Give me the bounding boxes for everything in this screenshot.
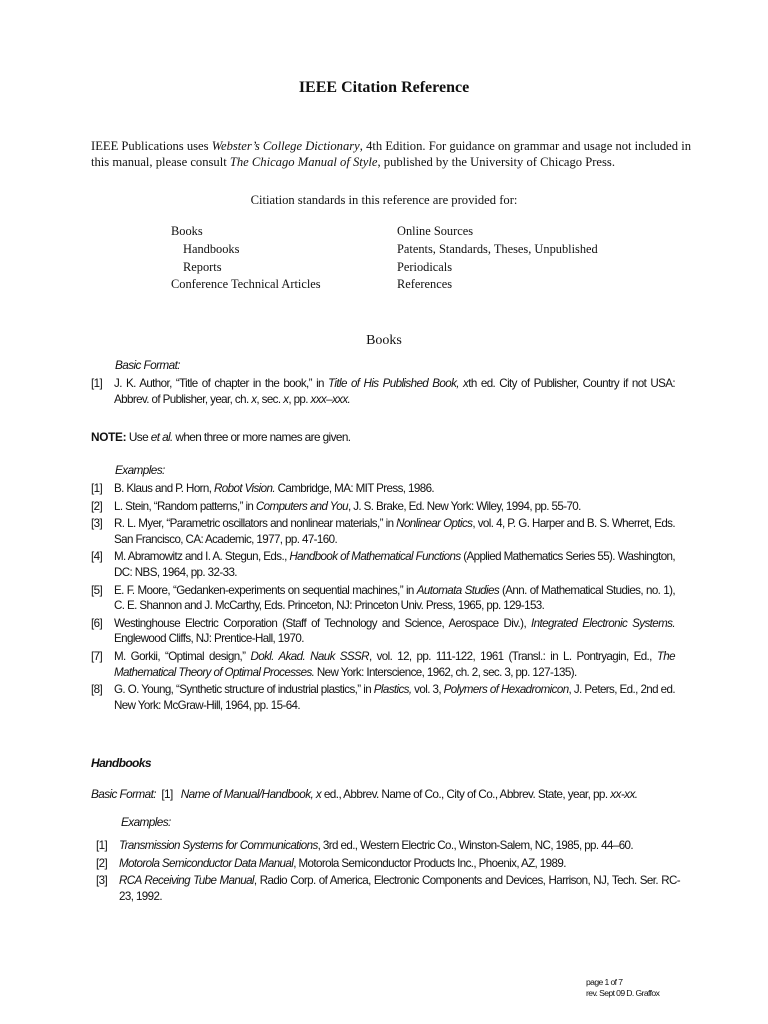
ref-italic: x <box>283 392 289 406</box>
ref-text: vol. 3, <box>411 683 444 697</box>
ref-text: , pp. <box>288 392 311 406</box>
ref-italic: Integrated Electronic Systems. <box>531 616 675 630</box>
ref-text: M. Gorkii, “Optimal design,” <box>114 649 251 663</box>
ref-text: Westinghouse Electric Corporation (Staff of Technology and Science, Aerospace Div.), <box>114 616 532 630</box>
list-item <box>96 873 680 904</box>
ref-italic: xx-xx. <box>610 787 638 801</box>
ref-italic: xxx–xxx. <box>310 392 351 406</box>
toc-right-column <box>397 223 598 294</box>
ref-body <box>114 616 675 647</box>
note-text: Use <box>126 430 151 444</box>
ref-body <box>114 682 675 713</box>
ref-italic: Motorola Semiconductor Data Manual <box>119 856 294 870</box>
ref-italic: Polymers of Hexadromicon <box>443 683 569 697</box>
ref-text: , vol. 4, P. G. Harper and B. S. Wherret, Eds. San Francisco, CA: Academic, 1977, pp. 47-160. <box>114 517 676 546</box>
ref-italic: The Mathematical Theory of Optimal Processes. <box>114 649 675 679</box>
note-italic: et al. <box>150 430 173 444</box>
ref-body <box>119 856 680 872</box>
handbooks-format-entry <box>91 787 637 801</box>
handbooks-basic-format-label: Basic Format: <box>91 787 156 801</box>
ref-italic: Handbook of Mathematical Functions <box>289 550 461 564</box>
toc-item-references: References <box>397 277 453 292</box>
ref-italic: RCA Receiving Tube Manual <box>119 874 254 888</box>
handbooks-heading: Handbooks <box>91 756 151 770</box>
toc-item-handbooks: Handbooks <box>183 241 240 256</box>
ref-number: [2] <box>96 856 108 870</box>
ref-italic: Computers and You <box>255 499 348 513</box>
ref-number: [7] <box>91 649 103 663</box>
ref-text: R. L. Myer, “Parametric oscillators and nonlinear materials,” in <box>114 517 397 531</box>
list-item <box>91 649 675 680</box>
ref-number: [1] <box>96 839 108 852</box>
books-basic-format-label: Basic Format: <box>115 358 180 372</box>
ref-number: [1] <box>91 377 103 390</box>
list-item <box>91 583 675 614</box>
list-item <box>91 682 675 713</box>
ref-italic: Automata Studies <box>416 583 500 597</box>
toc-item-patents: Patents, Standards, Theses, Unpublished <box>397 241 598 256</box>
toc-item-books: Books <box>171 224 203 238</box>
toc-item-periodicals: Periodicals <box>397 259 453 274</box>
page-footer <box>586 977 659 999</box>
provided-for-text: Citiation standards in this reference are provided for: <box>250 193 518 207</box>
ref-text: (Applied Mathematics Series 55). Washington, DC: NBS, 1964, pp. 32-33. <box>114 550 676 579</box>
ref-text: J. K. Author, “Title of chapter in the book,” in <box>114 377 329 390</box>
ref-number: [4] <box>91 550 103 564</box>
ref-text: , vol. 12, pp. 111-122, 1961 (Transl.: in L. Pontryagin, Ed., <box>368 649 657 663</box>
ref-text: (Ann. of Mathematical Studies, no. 1), C. E. Shannon and J. McCarthy, Eds. Princeton, NJ: Princeton Univ. Press, 1965, pp. 129-153. <box>114 583 675 613</box>
revision-note: rev. Sept 09 D. Graffox <box>586 988 660 998</box>
ref-italic: Dokl. Akad. Nauk SSSR <box>250 649 369 663</box>
ref-text: L. Stein, “Random patterns,” in <box>114 499 256 513</box>
ref-body <box>119 838 680 854</box>
books-section-title: Books <box>366 333 402 348</box>
ref-text: , Radio Corp. of America, Electronic Components and Devices, Harrison, NJ, Tech. Ser. RC-23, 1992. <box>119 874 680 903</box>
ref-body <box>114 583 675 614</box>
ref-text: ed., Abbrev. Name of Co., City of Co., Abbrev. State, year, pp. <box>321 787 611 801</box>
page-title: IEEE Citation Reference <box>298 79 470 96</box>
list-item <box>91 549 675 580</box>
intro-dictionary-title: Webster’s College Dictionary <box>211 139 360 153</box>
ref-number: [3] <box>96 874 108 888</box>
intro-chicago-title: The Chicago Manual of Style <box>229 155 378 169</box>
ref-italic: Title of His Published Book, x <box>328 377 469 390</box>
note-label: NOTE: <box>91 430 127 444</box>
ref-text: Cambridge, MA: MIT Press, 1986. <box>274 482 435 495</box>
ref-number: [5] <box>91 583 103 597</box>
ref-text: , J. Peters, Ed., 2nd ed. New York: McGraw-Hill, 1964, pp. 15-64. <box>114 683 675 712</box>
ref-text: , 3rd ed., Western Electric Co., Winston-Salem, NC, 1985, pp. 44–60. <box>317 839 634 852</box>
toc-item-conference: Conference Technical Articles <box>171 277 321 292</box>
intro-text-3: , published by the University of Chicago Press. <box>377 155 615 169</box>
ref-text: M. Abramowitz and I. A. Stegun, Eds., <box>114 550 290 564</box>
ref-italic: Name of Manual/Handbook, x <box>180 787 322 801</box>
ref-number: [1] <box>91 482 103 495</box>
list-item <box>91 516 675 547</box>
toc-item-online-sources: Online Sources <box>397 224 474 238</box>
ref-body <box>114 376 675 407</box>
toc-left-column <box>171 223 321 294</box>
ref-text: Englewood Cliffs, NJ: Prentice-Hall, 1970. <box>114 632 304 646</box>
ref-number: [2] <box>91 499 103 513</box>
ref-body <box>114 516 675 547</box>
ref-text: th ed. City of Publisher, Country if not USA: Abbrev. of Publisher, year, ch. <box>114 377 675 406</box>
note-text: when three or more names are given. <box>172 430 351 444</box>
handbooks-examples-list <box>96 838 680 906</box>
ref-italic: Plastics, <box>373 683 412 697</box>
list-item <box>91 499 675 515</box>
ref-text: , Motorola Semiconductor Products Inc., Phoenix, AZ, 1989. <box>293 856 566 870</box>
list-item <box>91 616 675 647</box>
books-examples-list <box>91 481 675 715</box>
ref-text: , J. S. Brake, Ed. New York: Wiley, 1994, pp. 55-70. <box>347 499 581 513</box>
list-item <box>96 856 680 872</box>
ref-number: [8] <box>91 683 103 697</box>
books-format-entry <box>91 376 675 407</box>
books-examples-label: Examples: <box>115 463 165 477</box>
ref-body <box>114 649 675 680</box>
toc-item-reports: Reports <box>183 259 222 274</box>
ref-body <box>119 873 680 904</box>
page-number: page 1 of 7 <box>586 977 623 987</box>
ref-text: , sec. <box>256 392 284 406</box>
ref-italic: x <box>251 392 257 406</box>
ref-number: [3] <box>91 517 103 531</box>
list-item <box>91 481 675 497</box>
ref-number: [6] <box>91 616 103 630</box>
handbooks-examples-label: Examples: <box>121 815 171 829</box>
ref-italic: Robot Vision. <box>214 482 275 495</box>
ref-body <box>114 549 675 580</box>
ref-body <box>114 481 675 497</box>
ref-text: E. F. Moore, “Gedanken-experiments on sequential machines,” in <box>114 583 417 597</box>
ref-text: G. O. Young, “Synthetic structure of industrial plastics,” in <box>114 683 374 697</box>
ref-text: B. Klaus and P. Horn, <box>114 482 215 495</box>
ref-body <box>114 499 675 515</box>
ref-number: [1] <box>161 787 173 801</box>
intro-text-1: IEEE Publications uses <box>91 139 212 153</box>
intro-text-2: , 4th Edition. For guidance on grammar and usage not included in this manual, please consult <box>91 139 691 169</box>
et-al-note <box>91 430 350 444</box>
ref-italic: Transmission Systems for Communications <box>119 839 318 852</box>
intro-paragraph <box>91 138 691 170</box>
list-item <box>96 838 680 854</box>
ref-italic: Nonlinear Optics <box>396 517 473 531</box>
ref-text: New York: Interscience, 1962, ch. 2, sec. 3, pp. 127-135). <box>314 665 577 679</box>
